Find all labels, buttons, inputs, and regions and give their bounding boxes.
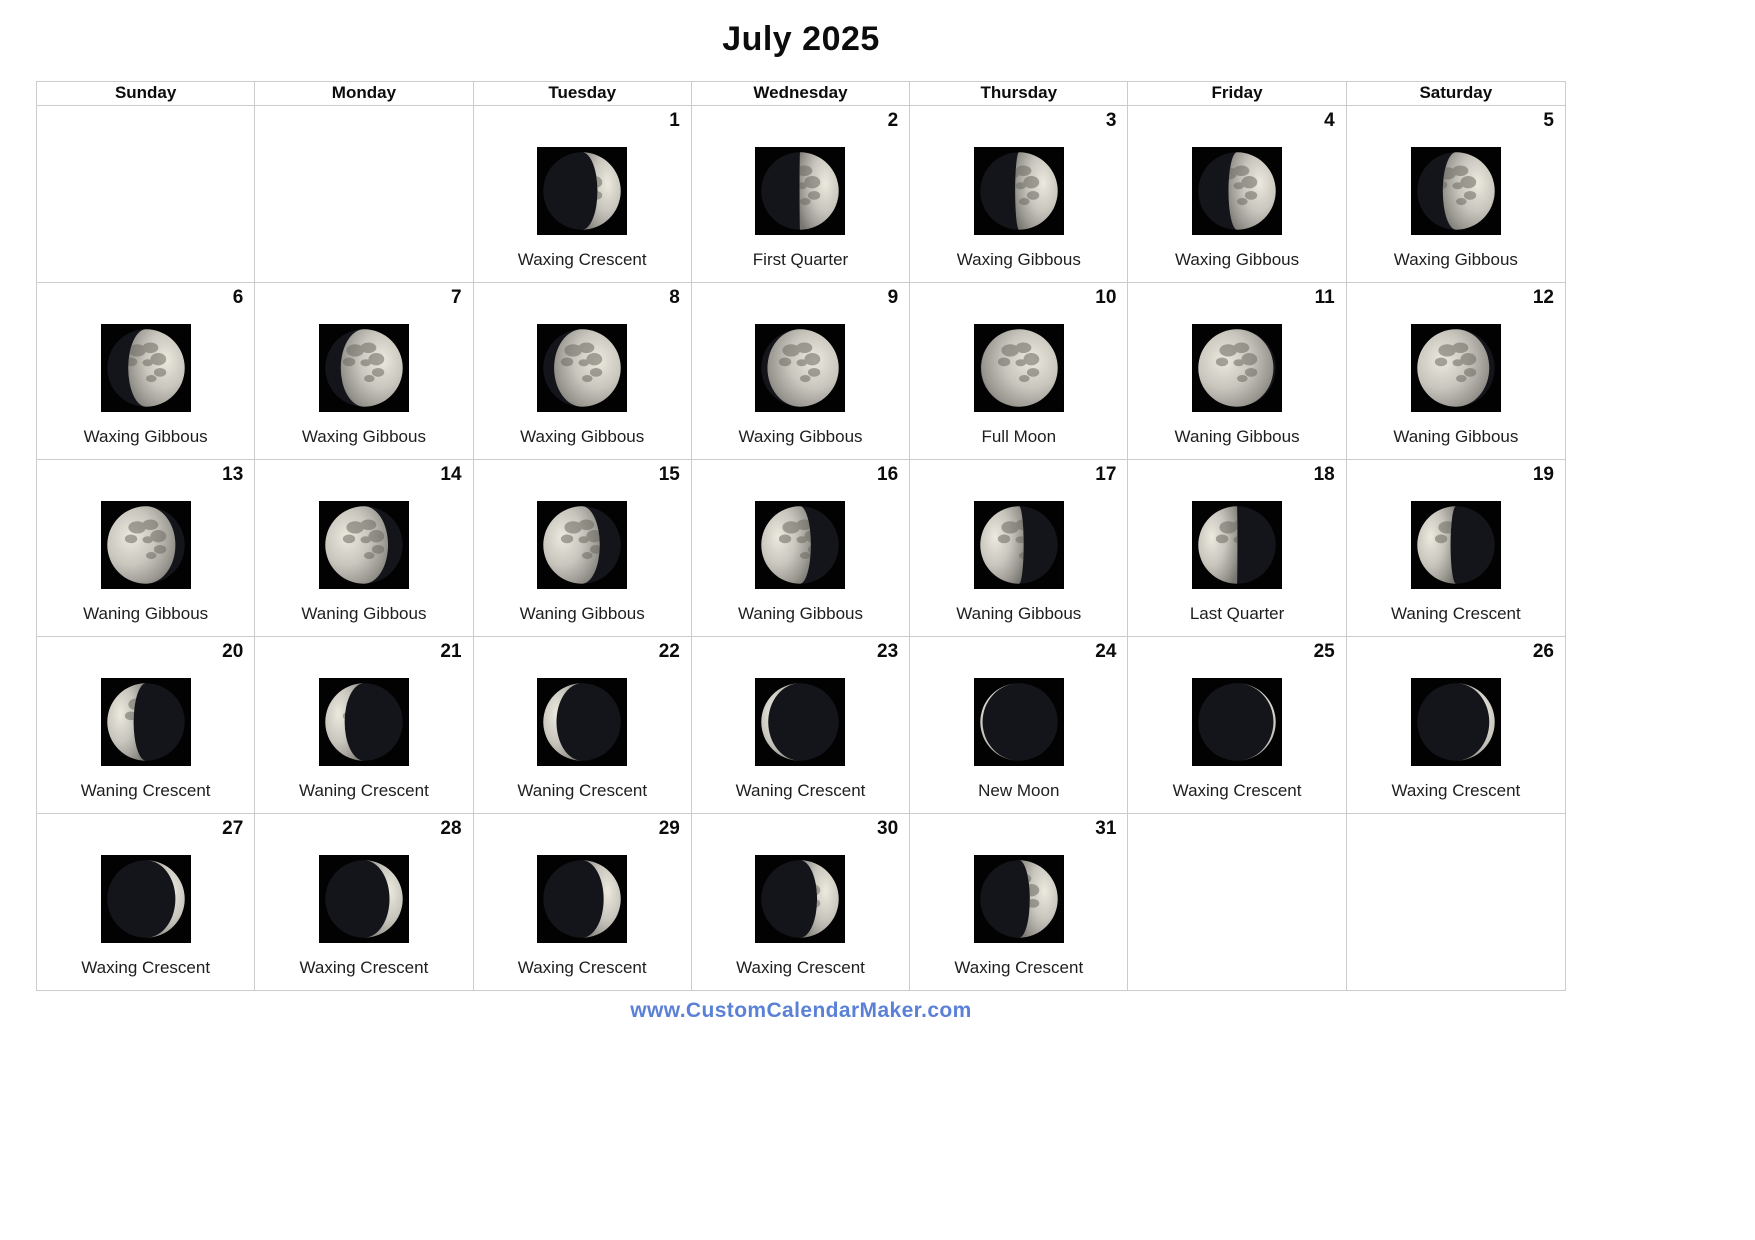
moon-phase-label: Waning Crescent	[735, 781, 866, 800]
moon-icon	[1192, 501, 1282, 589]
moon-phase-label: Waning Crescent	[517, 781, 648, 800]
moon-icon	[101, 855, 191, 943]
day-cell-6	[37, 283, 255, 459]
moon-phase-label: Waxing Gibbous	[520, 427, 645, 446]
day-cell-9	[692, 283, 910, 459]
day-cell-4	[1128, 106, 1346, 282]
moon-phase-image	[1192, 324, 1282, 412]
moon-phase-label: Waning Gibbous	[1393, 427, 1519, 446]
moon-phase-image	[755, 324, 845, 412]
moon-icon	[319, 324, 409, 412]
moon-phase-label: Waxing Gibbous	[1393, 250, 1518, 269]
day-number: 18	[1313, 464, 1335, 485]
day-cell-5	[1347, 106, 1565, 282]
moon-phase-label: Waning Crescent	[80, 781, 211, 800]
weekday-header-friday: Friday	[1128, 82, 1346, 105]
calendar-week-row	[37, 814, 1565, 990]
moon-phase-image	[101, 678, 191, 766]
moon-phase-label: Waning Gibbous	[956, 604, 1082, 623]
day-number: 13	[222, 464, 244, 485]
empty-day-cell	[1128, 814, 1346, 990]
moon-phase-image	[755, 678, 845, 766]
moon-phase-image	[755, 147, 845, 235]
day-number: 6	[232, 287, 244, 308]
moon-phase-image	[101, 324, 191, 412]
day-number: 4	[1324, 110, 1335, 131]
day-number: 22	[658, 641, 680, 662]
moon-icon	[1192, 324, 1282, 412]
calendar-week-row	[37, 460, 1565, 637]
moon-phase-label: Waxing Gibbous	[301, 427, 426, 446]
moon-phase-image	[974, 501, 1064, 589]
day-number: 15	[658, 464, 680, 485]
day-cell-7	[255, 283, 473, 459]
moon-phase-image	[1192, 147, 1282, 235]
moon-phase-image	[537, 147, 627, 235]
day-cell-29	[474, 814, 692, 990]
moon-icon	[755, 678, 845, 766]
day-cell-17	[910, 460, 1128, 636]
day-number: 17	[1095, 464, 1117, 485]
empty-day-cell	[37, 106, 255, 282]
page-title: July 2025	[722, 20, 880, 58]
day-number: 29	[658, 818, 680, 839]
day-number: 20	[222, 641, 244, 662]
moon-phase-label: Waxing Gibbous	[1175, 250, 1300, 269]
weekday-header-tuesday: Tuesday	[474, 82, 692, 105]
moon-phase-label: Waning Gibbous	[519, 604, 645, 623]
moon-phase-image	[537, 678, 627, 766]
moon-phase-image	[1411, 501, 1501, 589]
day-number: 19	[1532, 464, 1554, 485]
day-number: 11	[1314, 287, 1335, 308]
moon-phase-image	[101, 501, 191, 589]
weekday-header-thursday: Thursday	[910, 82, 1128, 105]
weekday-header-wednesday: Wednesday	[692, 82, 910, 105]
day-number: 10	[1095, 287, 1117, 308]
moon-phase-image	[974, 678, 1064, 766]
day-number: 12	[1532, 287, 1554, 308]
day-number: 23	[877, 641, 899, 662]
moon-icon	[755, 324, 845, 412]
day-cell-10	[910, 283, 1128, 459]
moon-phase-label: Waxing Crescent	[954, 958, 1084, 977]
moon-phase-label: Waning Crescent	[1390, 604, 1521, 623]
day-number: 14	[440, 464, 462, 485]
moon-phase-image	[1192, 678, 1282, 766]
moon-icon	[319, 855, 409, 943]
moon-icon	[101, 501, 191, 589]
moon-phase-image	[319, 501, 409, 589]
moon-icon	[755, 501, 845, 589]
day-number: 25	[1313, 641, 1335, 662]
moon-icon	[974, 678, 1064, 766]
footer-link[interactable]: www.CustomCalendarMaker.com	[630, 999, 972, 1022]
day-cell-16	[692, 460, 910, 636]
day-cell-27	[37, 814, 255, 990]
moon-phase-label: Waxing Crescent	[517, 958, 647, 977]
day-cell-28	[255, 814, 473, 990]
day-number: 30	[877, 818, 899, 839]
day-cell-14	[255, 460, 473, 636]
day-cell-2	[692, 106, 910, 282]
weekday-header-monday: Monday	[255, 82, 473, 105]
moon-phase-label: Waxing Gibbous	[738, 427, 863, 446]
day-number: 28	[440, 818, 462, 839]
moon-phase-image	[537, 324, 627, 412]
moon-icon	[974, 855, 1064, 943]
moon-phase-image	[974, 855, 1064, 943]
day-cell-22	[474, 637, 692, 813]
day-cell-15	[474, 460, 692, 636]
day-number: 2	[887, 110, 899, 131]
moon-icon	[974, 147, 1064, 235]
weekday-header-row	[37, 82, 1565, 106]
moon-phase-label: Waxing Crescent	[1391, 781, 1521, 800]
moon-phase-label: Waxing Crescent	[299, 958, 429, 977]
moon-icon	[537, 678, 627, 766]
moon-icon	[755, 147, 845, 235]
day-cell-19	[1347, 460, 1565, 636]
day-cell-11	[1128, 283, 1346, 459]
moon-phase-image	[755, 855, 845, 943]
day-number: 16	[877, 464, 899, 485]
moon-icon	[319, 678, 409, 766]
moon-icon	[1411, 501, 1501, 589]
day-cell-18	[1128, 460, 1346, 636]
moon-phase-label: First Quarter	[752, 250, 849, 269]
moon-phase-label: New Moon	[978, 781, 1060, 800]
moon-icon	[537, 147, 627, 235]
moon-icon	[1411, 147, 1501, 235]
day-cell-13	[37, 460, 255, 636]
moon-icon	[537, 501, 627, 589]
moon-phase-image	[319, 855, 409, 943]
moon-phase-image	[101, 855, 191, 943]
moon-phase-label: Waxing Crescent	[517, 250, 647, 269]
moon-phase-image	[1411, 678, 1501, 766]
moon-phase-label: Waxing Crescent	[736, 958, 865, 977]
moon-icon	[319, 501, 409, 589]
calendar-table	[36, 81, 1566, 991]
day-cell-8	[474, 283, 692, 459]
day-number: 9	[887, 287, 899, 308]
day-cell-31	[910, 814, 1128, 990]
moon-phase-image	[755, 501, 845, 589]
day-number: 3	[1105, 110, 1117, 131]
day-number: 24	[1095, 641, 1117, 662]
calendar-week-row	[37, 637, 1565, 814]
moon-icon	[101, 324, 191, 412]
empty-day-cell	[255, 106, 473, 282]
moon-phase-image	[537, 855, 627, 943]
moon-phase-label: Waning Gibbous	[1174, 427, 1300, 446]
day-cell-20	[37, 637, 255, 813]
day-cell-30	[692, 814, 910, 990]
moon-phase-label: Waxing Gibbous	[83, 427, 208, 446]
day-number: 26	[1532, 641, 1554, 662]
moon-phase-label: Waxing Gibbous	[956, 250, 1081, 269]
day-number: 7	[450, 287, 462, 308]
moon-phase-image	[974, 324, 1064, 412]
moon-phase-image	[1192, 501, 1282, 589]
day-number: 27	[222, 818, 244, 839]
moon-phase-label: Waning Gibbous	[83, 604, 209, 623]
day-number: 1	[669, 110, 680, 131]
moon-icon	[1192, 147, 1282, 235]
calendar-week-row	[37, 283, 1565, 460]
weekday-header-sunday: Sunday	[37, 82, 255, 105]
calendar-weeks	[37, 106, 1565, 990]
moon-phase-label: Waxing Crescent	[1172, 781, 1302, 800]
moon-icon	[1411, 678, 1501, 766]
day-cell-12	[1347, 283, 1565, 459]
moon-phase-image	[974, 147, 1064, 235]
day-number: 21	[440, 641, 462, 662]
moon-icon	[1411, 324, 1501, 412]
moon-phase-label: Waning Gibbous	[737, 604, 864, 623]
moon-phase-label: Last Quarter	[1189, 604, 1285, 623]
moon-phase-image	[1411, 147, 1501, 235]
day-number: 8	[669, 287, 680, 308]
moon-icon	[974, 324, 1064, 412]
moon-phase-image	[537, 501, 627, 589]
weekday-header-saturday: Saturday	[1419, 83, 1493, 102]
moon-phase-label: Waxing Crescent	[81, 958, 211, 977]
moon-phase-label: Full Moon	[981, 427, 1057, 446]
day-cell-1	[474, 106, 692, 282]
moon-icon	[974, 501, 1064, 589]
calendar-week-row	[37, 106, 1565, 283]
moon-icon	[1192, 678, 1282, 766]
moon-icon	[101, 678, 191, 766]
day-number: 31	[1095, 818, 1117, 839]
footer	[36, 999, 1566, 1023]
day-cell-21	[255, 637, 473, 813]
empty-day-cell	[1347, 814, 1565, 990]
moon-icon	[755, 855, 845, 943]
day-cell-23	[692, 637, 910, 813]
day-cell-24	[910, 637, 1128, 813]
moon-phase-image	[319, 678, 409, 766]
day-cell-26	[1347, 637, 1565, 813]
day-cell-3	[910, 106, 1128, 282]
moon-phase-label: Waning Crescent	[299, 781, 429, 800]
moon-icon	[537, 855, 627, 943]
moon-phase-image	[319, 324, 409, 412]
moon-icon	[537, 324, 627, 412]
day-number: 5	[1543, 110, 1554, 131]
moon-phase-label: Waning Gibbous	[301, 604, 427, 623]
moon-phase-image	[1411, 324, 1501, 412]
day-cell-25	[1128, 637, 1346, 813]
